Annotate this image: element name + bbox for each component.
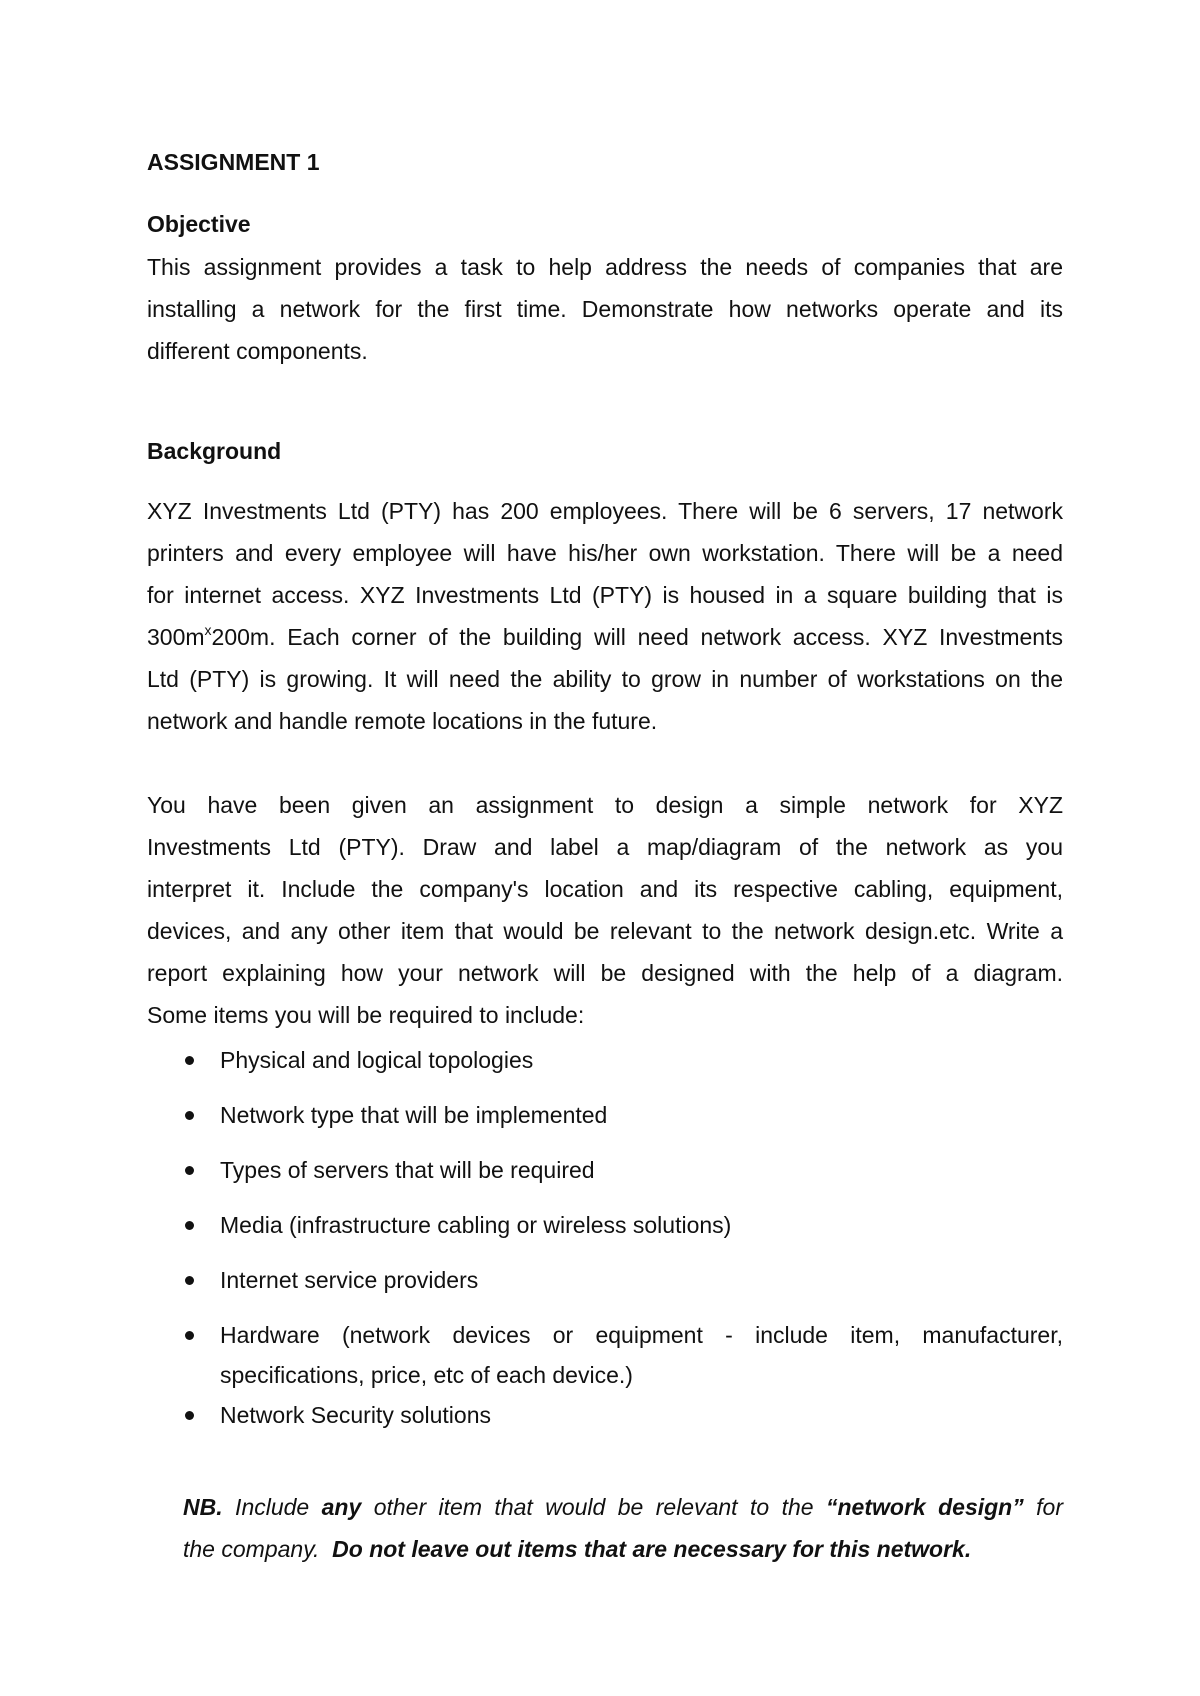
bullet-icon: [185, 1221, 194, 1230]
dimension-times: x: [204, 622, 212, 638]
background-heading: Background: [147, 438, 282, 464]
assignment-title: ASSIGNMENT 1: [147, 149, 320, 175]
dimension-width: 300m: [147, 624, 205, 650]
list-item: Types of servers that will be required: [147, 1150, 1063, 1190]
background-line: XYZ Investments Ltd (PTY) has 200 employees. There will be 6 servers, 17 network: [147, 498, 1063, 524]
objective-heading: Objective: [147, 211, 251, 237]
background-line: printers and every employee will have his/her own workstation. There will be a need: [147, 540, 1063, 566]
building-dimension-line: [147, 616, 1063, 658]
background-paragraph: [147, 490, 1063, 742]
list-item: Internet service providers: [147, 1260, 1063, 1300]
nb-label: NB.: [183, 1494, 223, 1520]
nb-warning: Do not leave out items that are necessary for this network.: [332, 1536, 972, 1562]
background-line: network and handle remote locations in the future.: [147, 708, 658, 734]
bullet-icon: [185, 1331, 194, 1340]
task-line: You have been given an assignment to design a simple network for XYZ: [147, 792, 1063, 818]
objective-line: This assignment provides a task to help address the needs of companies that are: [147, 254, 1063, 280]
bullet-icon: [185, 1111, 194, 1120]
task-line: Investments Ltd (PTY). Draw and label a map/diagram of the network as you: [147, 834, 1063, 860]
task-line: report explaining how your network will be designed with the help of a diagram.: [147, 960, 1063, 986]
bullet-icon: [185, 1056, 194, 1065]
nb-network-design: “network design”: [826, 1494, 1024, 1520]
nb-any: any: [321, 1494, 362, 1520]
objective-paragraph: [147, 246, 1063, 372]
bullet-icon: [185, 1276, 194, 1285]
list-item: Network type that will be implemented: [147, 1095, 1063, 1135]
task-line: Some items you will be required to include:: [147, 1002, 585, 1028]
objective-line: installing a network for the first time. Demonstrate how networks operate and its: [147, 296, 1063, 322]
bullet-icon: [185, 1411, 194, 1420]
task-line: interpret it. Include the company's location and its respective cabling, equipment,: [147, 876, 1063, 902]
nb-line-2: the company. Do not leave out items that are necessary for this network.: [183, 1536, 972, 1562]
list-item: Hardware (network devices or equipment - include item, manufacturer, specifications, price, etc of each device.): [147, 1315, 1063, 1395]
task-paragraph: [147, 784, 1063, 1036]
required-items-list: [147, 1040, 1063, 1450]
list-item: Media (infrastructure cabling or wireless solutions): [147, 1205, 1063, 1245]
dimension-rest: 200m. Each corner of the building will need network access. XYZ Investments: [211, 624, 1063, 650]
bullet-icon: [185, 1166, 194, 1175]
objective-line: different components.: [147, 338, 368, 364]
list-item: Physical and logical topologies: [147, 1040, 1063, 1080]
nb-note: [183, 1486, 1063, 1570]
task-line: devices, and any other item that would be relevant to the network design.etc. Write a: [147, 918, 1063, 944]
nb-line-1: NB. Include any other item that would be relevant to the “network design” for: [183, 1494, 1063, 1520]
background-line: Ltd (PTY) is growing. It will need the ability to grow in number of workstations on the: [147, 666, 1063, 692]
list-item: Network Security solutions: [147, 1395, 1063, 1435]
background-line: for internet access. XYZ Investments Ltd (PTY) is housed in a square building that is: [147, 582, 1063, 608]
